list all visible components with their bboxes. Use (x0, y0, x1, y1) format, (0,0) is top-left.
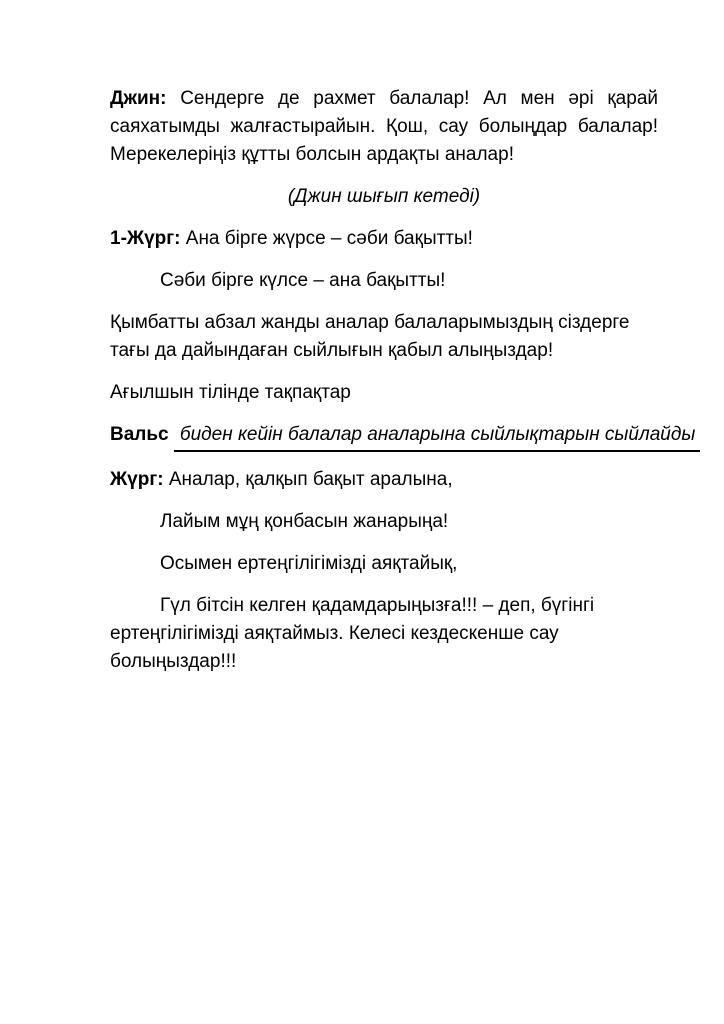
dialogue-text: Осымен ертеңгілігімізді аяқтайық, (160, 553, 458, 574)
document-text-block (110, 85, 696, 690)
dialogue-text: Гүл бітсін келген қадамдарыңызға!!! – деп, бүгінгі ертеңгілігімізді аяқтаймыз. Келесі кездескенше сау болыңыздар!!! (110, 595, 595, 672)
dialogue-paragraph-jin (110, 85, 658, 169)
address-paragraph (110, 309, 658, 365)
waltz-paragraph (110, 421, 696, 452)
dialogue-continuation-host2 (160, 508, 658, 536)
speaker-name: Жүрг: (110, 469, 164, 490)
speaker-name: 1-Жүрг: (110, 228, 181, 249)
dialogue-paragraph-host2 (110, 466, 658, 494)
dialogue-text: Ағылшын тілінде тақпақтар (110, 382, 351, 403)
underlined-stage-note: биден кейін балалар аналарына сыйлықтарын сыйлайды (174, 421, 700, 452)
dialogue-text: Ана бірге жүрсе – сәби бақытты! (185, 228, 473, 249)
dialogue-continuation-host1 (160, 267, 658, 295)
dialogue-text: Қымбатты абзал жанды аналар балаларымыздың сіздерге тағы да дайындаған сыйлығын қабыл алыңыздар! (110, 312, 630, 361)
speaker-name: Джин: (110, 88, 167, 109)
stage-direction-text: (Джин шығып кетеді) (287, 186, 481, 207)
english-note-paragraph (110, 379, 658, 407)
dialogue-continuation-host2 (160, 550, 658, 578)
dialogue-text: Сәби бірге күлсе – ана бақытты! (160, 270, 446, 291)
dialogue-text: Лайым мұң қонбасын жанарыңа! (160, 511, 449, 532)
stage-direction (110, 183, 658, 211)
dialogue-text: Аналар, қалқып бақыт аралына, (168, 469, 453, 490)
dialogue-text: Сендерге де рахмет балалар! Ал мен әрі қарай саяхатымды жалғастырайын. Қош, сау болыңдар балалар! Мерекелеріңіз құтты болсын ардақты аналар! (110, 88, 658, 165)
dialogue-paragraph-host1 (110, 225, 658, 253)
closing-paragraph (110, 592, 658, 676)
speaker-name: Вальс (110, 424, 169, 445)
